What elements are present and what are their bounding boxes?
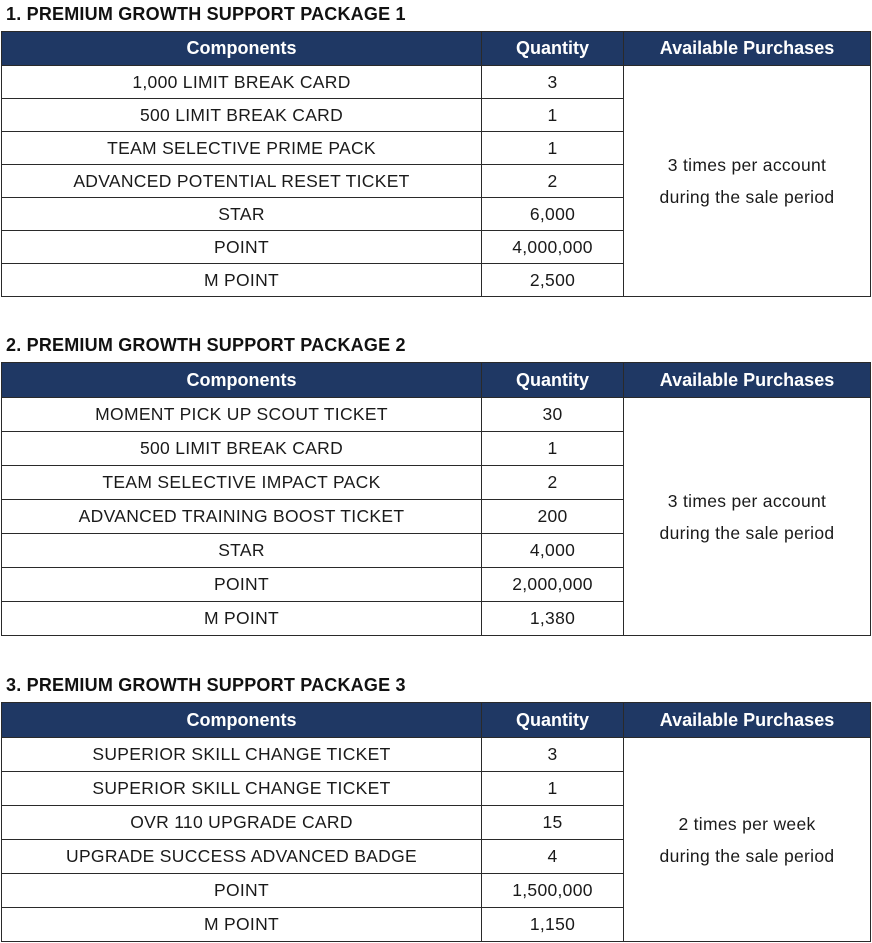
quantity-cell: 3 — [482, 738, 624, 772]
available-purchases-header: Available Purchases — [624, 363, 871, 398]
available-line-2: during the sale period — [659, 845, 835, 866]
component-cell: TEAM SELECTIVE PRIME PACK — [2, 132, 482, 165]
quantity-cell: 200 — [482, 500, 624, 534]
quantity-cell: 1 — [482, 99, 624, 132]
available-purchases-cell — [624, 398, 871, 636]
table-row — [2, 738, 871, 772]
quantity-header: Quantity — [482, 32, 624, 66]
available-line-1: 3 times per account — [667, 155, 827, 175]
component-cell: 500 LIMIT BREAK CARD — [2, 99, 482, 132]
component-cell: ADVANCED POTENTIAL RESET TICKET — [2, 165, 482, 198]
component-cell: STAR — [2, 198, 482, 231]
available-line-2: during the sale period — [659, 187, 835, 207]
available-purchases-cell — [624, 66, 871, 297]
quantity-cell: 2 — [482, 165, 624, 198]
components-header: Components — [2, 703, 482, 738]
package-table — [1, 31, 871, 297]
quantity-cell: 3 — [482, 66, 624, 99]
table-row — [2, 398, 871, 432]
available-purchases-header: Available Purchases — [624, 703, 871, 738]
package-title: 3. PREMIUM GROWTH SUPPORT PACKAGE 3 — [6, 675, 406, 695]
component-cell: ADVANCED TRAINING BOOST TICKET — [2, 500, 482, 534]
component-cell: M POINT — [2, 602, 482, 636]
component-cell: POINT — [2, 568, 482, 602]
quantity-cell: 2 — [482, 466, 624, 500]
quantity-cell: 4 — [482, 840, 624, 874]
component-cell: SUPERIOR SKILL CHANGE TICKET — [2, 772, 482, 806]
table-header-row — [2, 703, 871, 738]
quantity-cell: 4,000 — [482, 534, 624, 568]
quantity-cell: 15 — [482, 806, 624, 840]
component-cell: TEAM SELECTIVE IMPACT PACK — [2, 466, 482, 500]
quantity-cell: 30 — [482, 398, 624, 432]
component-cell: STAR — [2, 534, 482, 568]
component-cell: POINT — [2, 231, 482, 264]
table-header-row — [2, 32, 871, 66]
components-header: Components — [2, 32, 482, 66]
component-cell: OVR 110 UPGRADE CARD — [2, 806, 482, 840]
quantity-cell: 1,150 — [482, 908, 624, 942]
quantity-cell: 1,380 — [482, 602, 624, 636]
package-title: 1. PREMIUM GROWTH SUPPORT PACKAGE 1 — [6, 4, 406, 24]
component-cell: 500 LIMIT BREAK CARD — [2, 432, 482, 466]
component-cell: UPGRADE SUCCESS ADVANCED BADGE — [2, 840, 482, 874]
available-line-2: during the sale period — [659, 522, 835, 543]
component-cell: 1,000 LIMIT BREAK CARD — [2, 66, 482, 99]
component-cell: M POINT — [2, 908, 482, 942]
table-header-row — [2, 363, 871, 398]
quantity-cell: 1,500,000 — [482, 874, 624, 908]
package-table — [1, 702, 871, 942]
quantity-cell: 1 — [482, 432, 624, 466]
package-title: 2. PREMIUM GROWTH SUPPORT PACKAGE 2 — [6, 335, 406, 355]
quantity-cell: 6,000 — [482, 198, 624, 231]
quantity-cell: 4,000,000 — [482, 231, 624, 264]
components-header: Components — [2, 363, 482, 398]
package-table — [1, 362, 871, 636]
quantity-cell: 2,000,000 — [482, 568, 624, 602]
available-line-1: 2 times per week — [678, 813, 816, 834]
table-row — [2, 66, 871, 99]
quantity-header: Quantity — [482, 363, 624, 398]
component-cell: MOMENT PICK UP SCOUT TICKET — [2, 398, 482, 432]
quantity-cell: 1 — [482, 772, 624, 806]
available-line-1: 3 times per account — [667, 490, 827, 511]
available-purchases-cell — [624, 738, 871, 942]
quantity-header: Quantity — [482, 703, 624, 738]
component-cell: SUPERIOR SKILL CHANGE TICKET — [2, 738, 482, 772]
component-cell: POINT — [2, 874, 482, 908]
available-purchases-header: Available Purchases — [624, 32, 871, 66]
quantity-cell: 1 — [482, 132, 624, 165]
component-cell: M POINT — [2, 264, 482, 297]
quantity-cell: 2,500 — [482, 264, 624, 297]
